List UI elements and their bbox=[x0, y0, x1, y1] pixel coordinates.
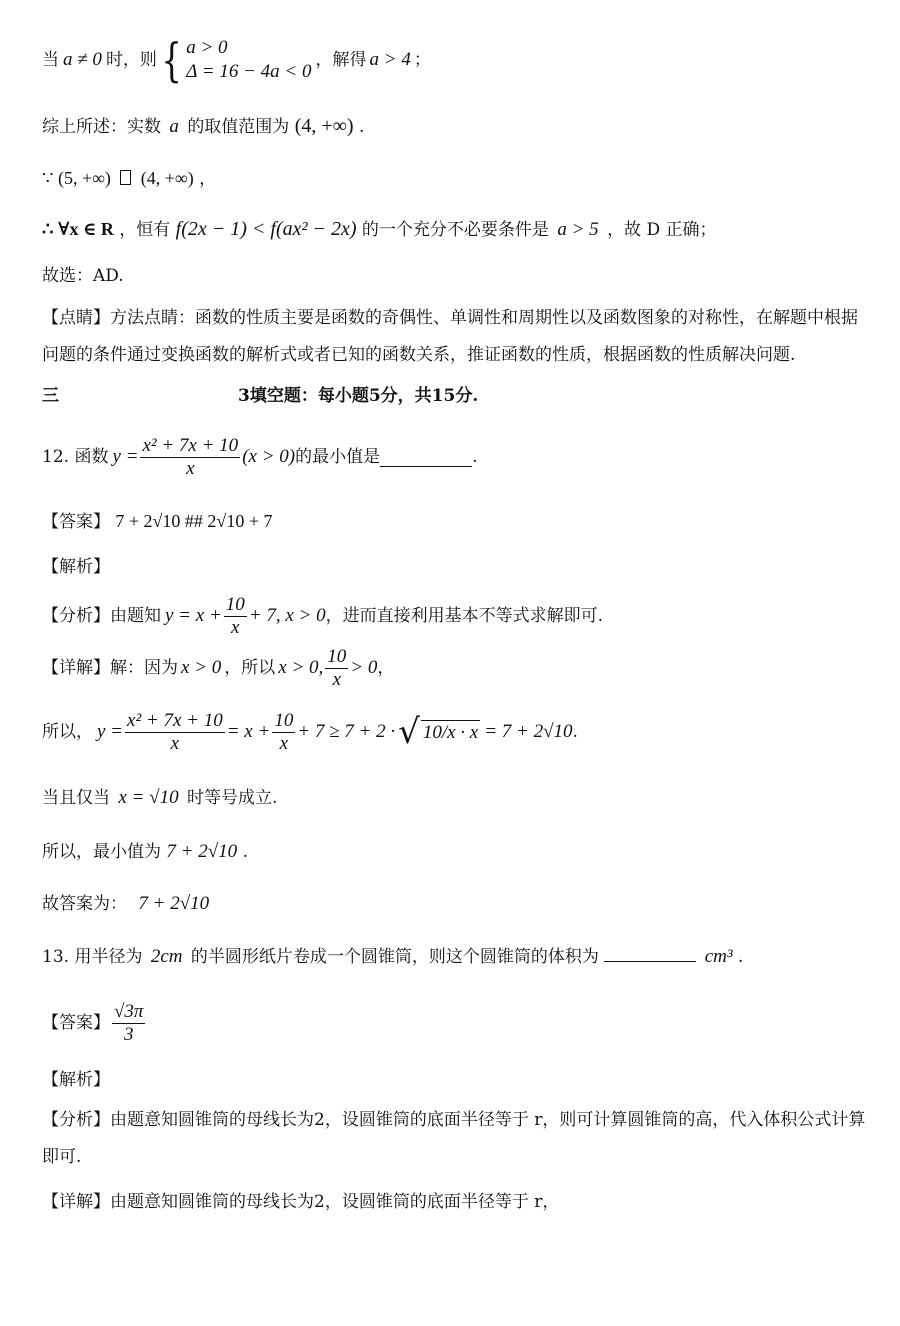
fraction-10-over-x: $\frac{10}{x}$ bbox=[274, 709, 294, 754]
final-answer-12: 故答案为： 7 + 2√10 bbox=[42, 893, 210, 914]
fraction-function: $\frac{\text{x² + 7x + 10}}{x}$ bbox=[127, 709, 223, 754]
equality-condition-12: 当且仅当 x = √10 时等号成立. bbox=[42, 787, 278, 808]
analysis-12: 【分析】由题知 y = x + $\frac{10}{x}$ + 7, x > 0 ，进而直接利用基本不等式求解即可. bbox=[42, 593, 603, 638]
section-header bbox=[42, 384, 862, 408]
math-a-nonzero: a ≠ 0 bbox=[63, 49, 102, 70]
subset-icon bbox=[120, 170, 131, 185]
analysis-label-13: 【解析】 bbox=[42, 1070, 110, 1090]
analysis-label-12: 【解析】 bbox=[42, 557, 110, 577]
inequality-system: { a > 0 Δ = 16 − 4a < 0 bbox=[161, 33, 312, 87]
question-12: 12. 函数 y = $\frac{\text{x² + 7x + 10}}{x}$ (x > 0) 的最小值是 . bbox=[42, 434, 478, 479]
line-because-subset: ∵ (5, +∞) (4, +∞) ， bbox=[42, 168, 217, 189]
line-summary-range: 综上所述：实数 a 的取值范围为 (4, +∞) . bbox=[42, 115, 365, 137]
derivation-12: 所以， y = $\frac{\text{x² + 7x + 10}}{x}$ = x + $\frac{10}{x}$ + 7 ≥ 7 + 2 · √ 10/x · x = 7 + 2√10 . bbox=[42, 709, 578, 754]
fraction-10-over-x: $\frac{10}{x}$ bbox=[225, 593, 245, 638]
answer-blank bbox=[380, 448, 472, 467]
fraction-function: $\frac{\text{x² + 7x + 10}}{x}$ bbox=[142, 434, 239, 479]
sqrt-icon: √ bbox=[398, 712, 420, 752]
question-13: 13. 用半径为 2cm 的半圆形纸片卷成一个圆锥筒，则这个圆锥筒的体积为 cm³ . bbox=[42, 943, 743, 969]
detail-12: 【详解】解：因为 x > 0 ，所以 x > 0, $\frac{10}{x}$ > 0 ， bbox=[42, 645, 395, 690]
section-number: 三 bbox=[42, 386, 59, 406]
line-case-a-nonzero: 当 a ≠ 0 时，则 { a > 0 Δ = 16 − 4a < 0 ，解得 a > 4 ； bbox=[42, 33, 431, 87]
answer-12: 【答案】 7 + 2√10 ## 2√10 + 7 bbox=[42, 511, 273, 532]
detail-13: 【详解】由题意知圆锥筒的母线长为2，设圆锥筒的底面半径等于 r， bbox=[42, 1192, 560, 1212]
line-therefore-condition: ∴ ∀x ∈ R ，恒有 f(2x − 1) < f(ax² − 2x) 的一个充分不必要条件是 a > 5 ，故 D 正确； bbox=[42, 218, 717, 240]
tip-paragraph: 【点睛】方法点睛：函数的性质主要是函数的奇偶性、单调性和周期性以及函数图象的对称性，在解题中根据问题的条件通过变换函数的解析式或者已知的函数关系，推证函数的性质，根据函数的性质解决问题. bbox=[42, 308, 858, 365]
fraction-10-over-x: $\frac{10}{x}$ bbox=[327, 645, 347, 690]
line-choose-ad: 故选：AD. bbox=[42, 266, 124, 286]
analysis-13: 【分析】由题意知圆锥筒的母线长为2，设圆锥筒的底面半径等于 r，则可计算圆锥筒的高，代入体积公式计算即可. bbox=[42, 1110, 866, 1167]
answer-blank bbox=[604, 943, 696, 962]
answer-13: 【答案】 $\frac{√3\pi}{3}$ bbox=[42, 1000, 144, 1045]
section-title: 3填空题：每小题5分，共15分. bbox=[238, 386, 479, 406]
fraction-answer: $\frac{√3\pi}{3}$ bbox=[114, 1000, 144, 1045]
range-interval: (4, +∞) bbox=[294, 115, 354, 137]
min-value-12: 所以，最小值为 7 + 2√10 . bbox=[42, 841, 248, 862]
left-brace-icon: { bbox=[161, 33, 182, 87]
